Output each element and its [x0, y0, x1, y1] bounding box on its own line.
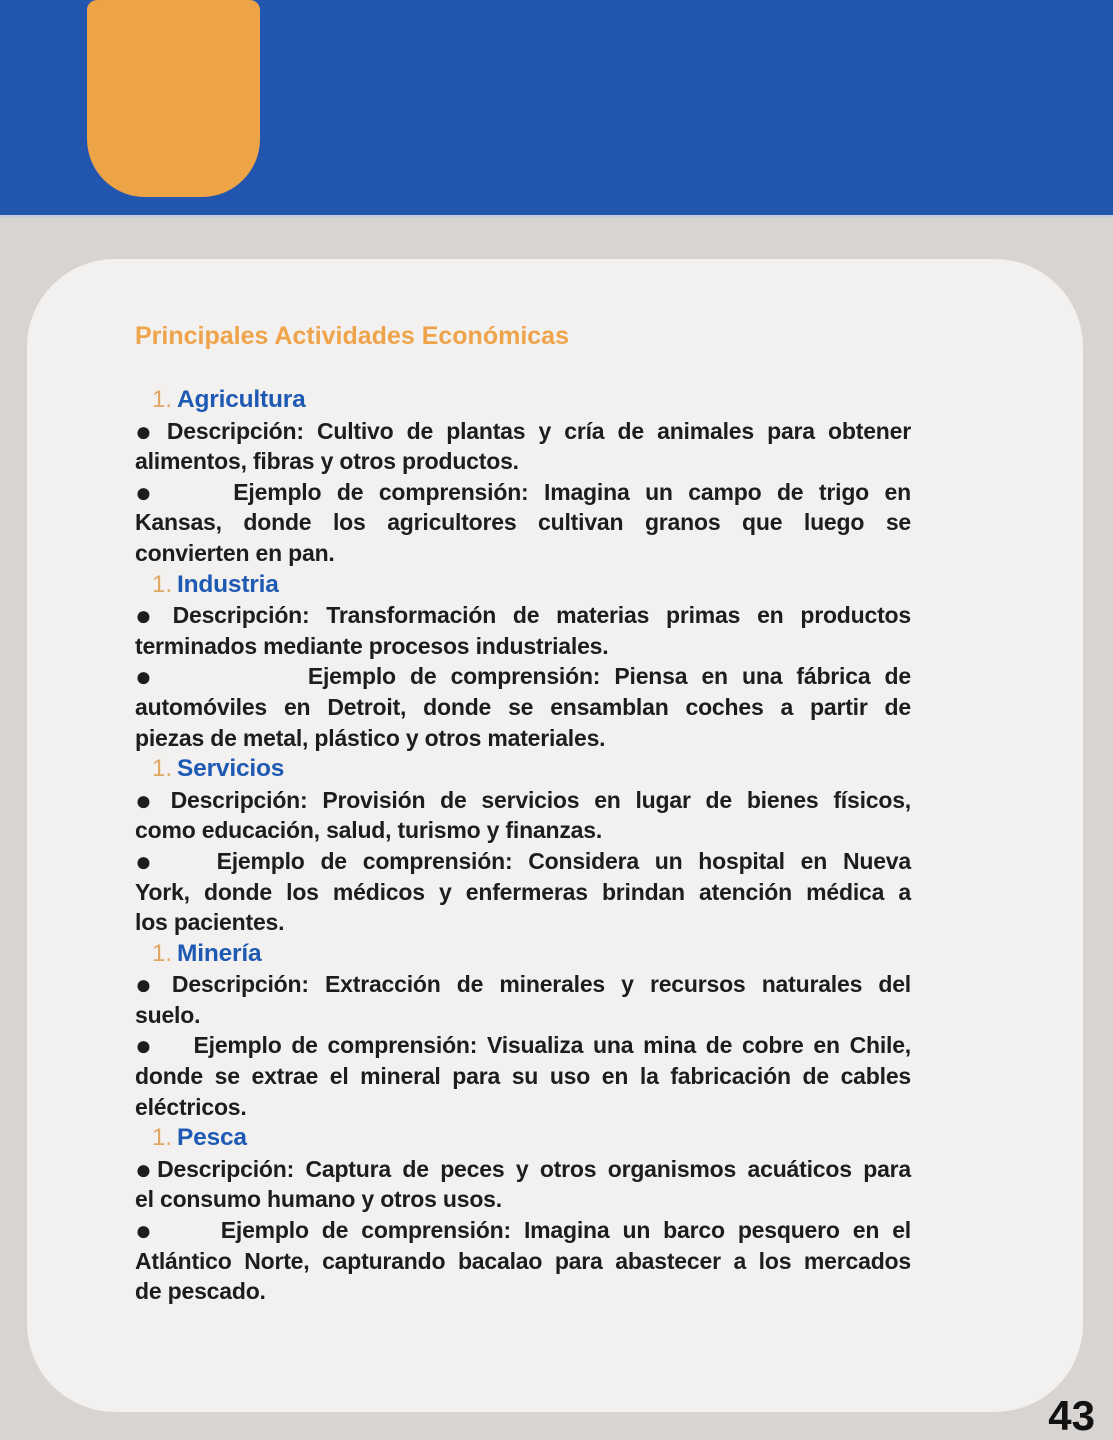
ejemplo-line: [135, 1215, 911, 1246]
ejemplo-line: [135, 1276, 911, 1307]
activity-section: [135, 753, 911, 938]
descripcion-text: como educación, salud, turismo y finanzas.: [135, 817, 603, 844]
ejemplo-line: [135, 846, 911, 877]
bullet-icon: ●: [135, 1030, 156, 1062]
content-card: [27, 259, 1083, 1412]
page-title: Principales Actividades Económicas: [135, 322, 569, 350]
activity-heading: [135, 1122, 911, 1154]
ejemplo-line: [135, 477, 911, 508]
descripcion-line: [135, 600, 911, 631]
ejemplo-text: Ejemplo de comprensión: Imagina un barco pesquero en el: [220, 1217, 911, 1244]
descripcion-paragraph: [135, 969, 911, 1030]
descripcion-text: Descripción: Extracción de minerales y recursos naturales del: [171, 971, 911, 998]
activity-heading: [135, 569, 911, 601]
descripcion-text: suelo.: [135, 1001, 201, 1028]
descripcion-paragraph: [135, 416, 911, 477]
activity-number: 1.: [152, 386, 173, 413]
ejemplo-text: de pescado.: [135, 1278, 266, 1305]
ejemplo-line: [135, 877, 911, 908]
page-number: 43: [1048, 1392, 1095, 1439]
ejemplo-line: [135, 661, 911, 692]
descripcion-text: el consumo humano y otros usos.: [135, 1186, 502, 1213]
descripcion-line: [135, 1000, 911, 1031]
ejemplo-text: Atlántico Norte, capturando bacalao para abastecer a los mercados: [135, 1247, 911, 1274]
ejemplo-paragraph: [135, 846, 911, 938]
descripcion-text: Descripción: Transformación de materias primas en productos: [172, 602, 911, 629]
descripcion-line: [135, 1184, 911, 1215]
bullet-icon: ●: [135, 1153, 158, 1185]
descripcion-line: [135, 416, 911, 447]
ejemplo-text: donde se extrae el mineral para su uso en la fabricación de cables: [135, 1063, 911, 1090]
activity-section: [135, 1122, 911, 1307]
bullet-icon: ●: [135, 969, 162, 1001]
activity-heading: [135, 384, 911, 416]
orange-bookmark-tab: [87, 0, 260, 197]
activity-name: Pesca: [177, 1124, 247, 1152]
activities-list: [135, 384, 911, 1307]
ejemplo-paragraph: [135, 477, 911, 569]
ejemplo-text: York, donde los médicos y enfermeras brindan atención médica a: [135, 878, 911, 905]
bullet-icon: ●: [135, 661, 160, 693]
header-band: [0, 0, 1113, 218]
descripcion-text: Descripción: Provisión de servicios en lugar de bienes físicos,: [170, 786, 911, 813]
ejemplo-paragraph: [135, 1215, 911, 1307]
descripcion-paragraph: [135, 785, 911, 846]
activity-number: 1.: [152, 570, 173, 598]
descripcion-line: [135, 631, 911, 662]
bullet-icon: ●: [135, 1215, 159, 1247]
descripcion-line: [135, 969, 911, 1000]
descripcion-text: Descripción: Cultivo de plantas y cría de animales para obtener: [166, 417, 911, 444]
ejemplo-text: los pacientes.: [135, 909, 285, 936]
ejemplo-line: [135, 1030, 911, 1061]
activity-number: 1.: [152, 1124, 173, 1152]
ejemplo-text: Kansas, donde los agricultores cultivan granos que luego se: [135, 509, 911, 536]
descripcion-line: [135, 785, 911, 816]
activity-section: [135, 938, 911, 1123]
activity-heading: [135, 938, 911, 970]
ejemplo-line: [135, 1092, 911, 1123]
descripcion-line: [135, 446, 911, 477]
activity-section: [135, 384, 911, 569]
bullet-icon: ●: [135, 600, 163, 632]
ejemplo-text: Ejemplo de comprensión: Considera un hospital en Nueva: [216, 847, 911, 874]
ejemplo-line: [135, 692, 911, 723]
activity-name: Agricultura: [177, 386, 306, 413]
card-content: [135, 321, 911, 1307]
activity-number: 1.: [152, 939, 173, 967]
ejemplo-line: [135, 507, 911, 538]
ejemplo-text: Ejemplo de comprensión: Visualiza una mina de cobre en Chile,: [193, 1032, 911, 1059]
activity-name: Minería: [177, 939, 262, 967]
descripcion-text: Descripción: Captura de peces y otros organismos acuáticos para: [157, 1155, 911, 1182]
descripcion-paragraph: [135, 1154, 911, 1215]
ejemplo-paragraph: [135, 661, 911, 753]
ejemplo-text: piezas de metal, plástico y otros materiales.: [135, 724, 606, 751]
activity-section: [135, 569, 911, 754]
bullet-icon: ●: [135, 784, 161, 816]
bullet-icon: ●: [135, 845, 162, 877]
ejemplo-text: Ejemplo de comprensión: Piensa en una fábrica de: [307, 663, 911, 690]
ejemplo-text: convierten en pan.: [135, 539, 335, 566]
descripcion-text: alimentos, fibras y otros productos.: [135, 448, 519, 475]
activity-heading: [135, 753, 911, 785]
ejemplo-text: Ejemplo de comprensión: Imagina un campo de trigo en: [233, 478, 911, 505]
descripcion-line: [135, 1154, 911, 1185]
descripcion-text: terminados mediante procesos industriales.: [135, 632, 609, 659]
ejemplo-line: [135, 1061, 911, 1092]
ejemplo-paragraph: [135, 1030, 911, 1122]
descripcion-line: [135, 815, 911, 846]
ejemplo-text: automóviles en Detroit, donde se ensamblan coches a partir de: [135, 693, 911, 720]
activity-number: 1.: [152, 755, 173, 783]
activity-name: Industria: [177, 570, 279, 598]
activity-name: Servicios: [177, 755, 285, 783]
descripcion-paragraph: [135, 600, 911, 661]
bullet-icon: ●: [135, 476, 162, 508]
ejemplo-text: eléctricos.: [135, 1093, 247, 1120]
ejemplo-line: [135, 723, 911, 754]
ejemplo-line: [135, 538, 911, 569]
ejemplo-line: [135, 907, 911, 938]
ejemplo-line: [135, 1246, 911, 1277]
bullet-icon: ●: [135, 415, 159, 447]
